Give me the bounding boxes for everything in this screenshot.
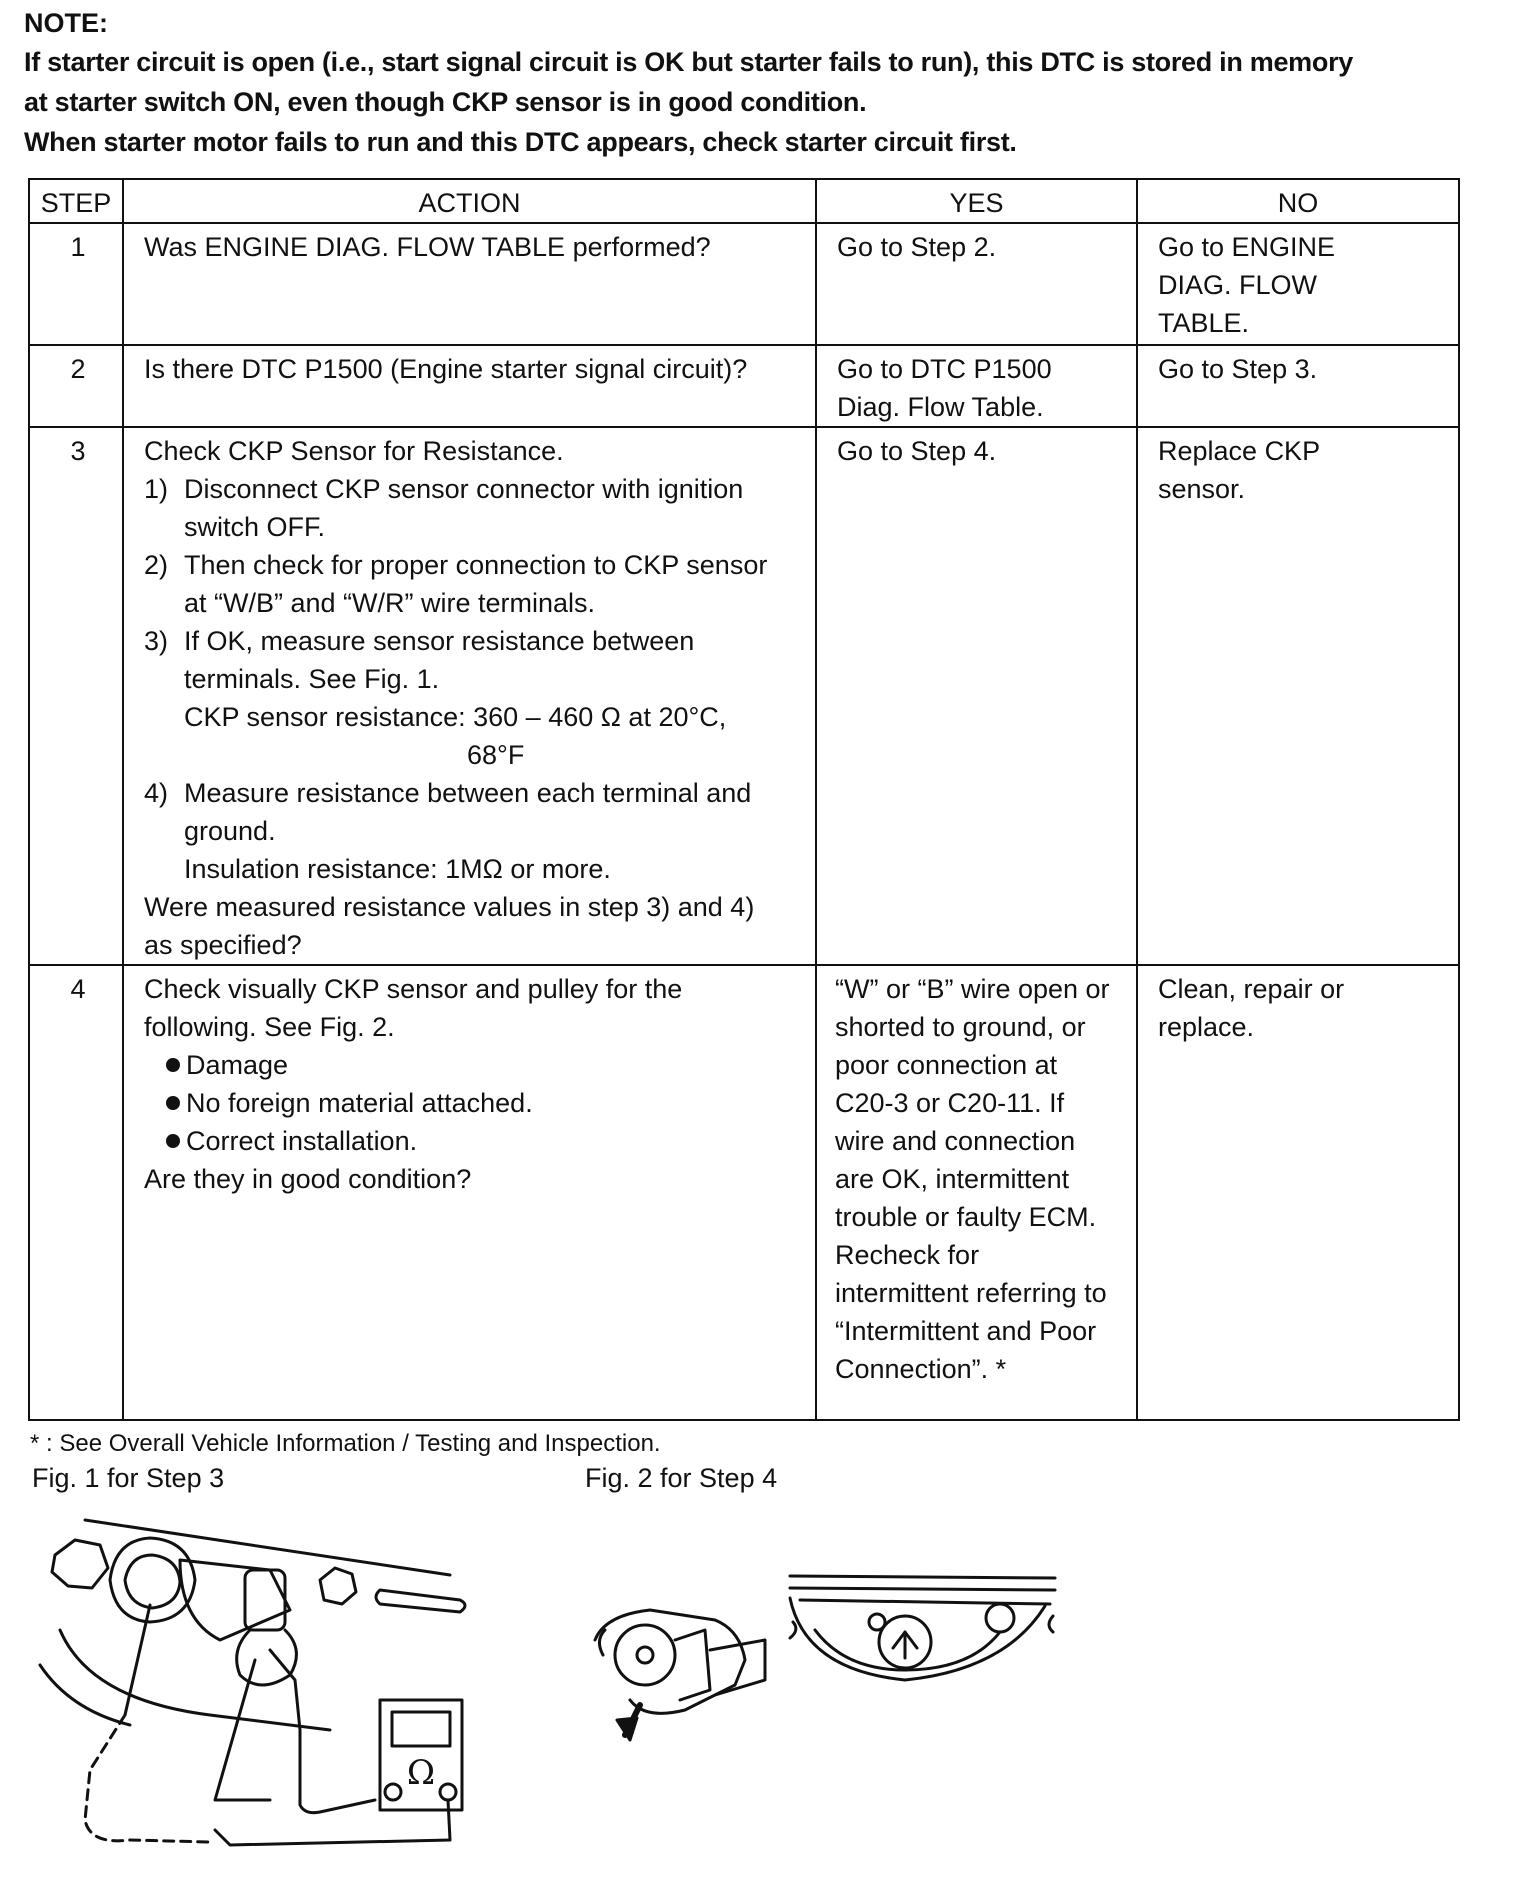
sub-step bbox=[144, 774, 799, 850]
note-line: at starter switch ON, even though CKP sensor is in good condition. bbox=[24, 87, 867, 117]
fig1-caption: Fig. 1 for Step 3 bbox=[32, 1463, 225, 1493]
sub-step-text: Then check for proper connection to CKP sensor bbox=[184, 550, 768, 580]
yes-text: Go to DTC P1500 bbox=[837, 354, 1052, 384]
action-text: Is there DTC P1500 (Engine starter signal circuit)? bbox=[144, 354, 748, 384]
yes-text: “Intermittent and Poor bbox=[835, 1316, 1097, 1346]
note-title: NOTE: bbox=[24, 8, 108, 38]
sub-step-number: 2) bbox=[144, 550, 169, 580]
action-question: as specified? bbox=[144, 930, 302, 960]
yes-text: Connection”. * bbox=[835, 1354, 1007, 1384]
table-row-step-2 bbox=[29, 345, 1459, 427]
step-number: 4 bbox=[29, 965, 123, 1420]
action-text: Check visually CKP sensor and pulley for the bbox=[144, 974, 683, 1004]
step-number: 1 bbox=[29, 223, 123, 345]
bullet-item bbox=[144, 1046, 799, 1084]
header-yes: YES bbox=[816, 179, 1137, 223]
bullet-text: No foreign material attached. bbox=[186, 1088, 533, 1118]
sub-step-text: If OK, measure sensor resistance between bbox=[184, 626, 695, 656]
ohmmeter-display bbox=[392, 1712, 450, 1746]
sub-step bbox=[144, 546, 799, 622]
action-question: Are they in good condition? bbox=[144, 1164, 472, 1194]
insulation-spec: Insulation resistance: 1MΩ or more. bbox=[184, 854, 611, 884]
bullet-text: Damage bbox=[186, 1050, 289, 1080]
action-cell bbox=[123, 345, 816, 427]
header-action: ACTION bbox=[123, 179, 816, 223]
sub-step-number: 1) bbox=[144, 474, 169, 504]
table-row-step-1 bbox=[29, 223, 1459, 345]
yes-text: trouble or faulty ECM. bbox=[835, 1202, 1097, 1232]
no-cell bbox=[1137, 345, 1459, 427]
header-no: NO bbox=[1137, 179, 1459, 223]
fig1-illustration bbox=[30, 1500, 500, 1850]
bullet-item bbox=[144, 1122, 799, 1160]
bullet-icon bbox=[166, 1096, 180, 1110]
sub-step-text: switch OFF. bbox=[184, 512, 326, 542]
sub-step-text: at “W/B” and “W/R” wire terminals. bbox=[184, 588, 596, 618]
yes-text: are OK, intermittent bbox=[835, 1164, 1070, 1194]
bullet-icon bbox=[166, 1058, 180, 1072]
yes-text: Diag. Flow Table. bbox=[837, 392, 1044, 422]
bullet-icon bbox=[166, 1134, 180, 1148]
no-text: sensor. bbox=[1158, 474, 1246, 504]
fig2-caption: Fig. 2 for Step 4 bbox=[585, 1463, 778, 1493]
resistance-spec: CKP sensor resistance: 360 – 460 Ω at 20°C, bbox=[184, 702, 727, 732]
sub-step bbox=[144, 470, 799, 546]
note-line: If starter circuit is open (i.e., start signal circuit is OK but starter fails to run), this DTC is stored in memory bbox=[24, 47, 1353, 77]
footnote: * : See Overall Vehicle Information / Testing and Inspection. bbox=[30, 1430, 661, 1457]
sub-step-text: ground. bbox=[184, 816, 276, 846]
yes-cell bbox=[816, 965, 1137, 1420]
note-line: When starter motor fails to run and this DTC appears, check starter circuit first. bbox=[24, 127, 1017, 157]
table-row-step-3 bbox=[29, 427, 1459, 965]
hex-bolt-icon bbox=[52, 1540, 108, 1588]
no-cell bbox=[1137, 427, 1459, 965]
action-text: Check CKP Sensor for Resistance. bbox=[144, 436, 564, 466]
action-cell bbox=[123, 427, 816, 965]
yes-cell bbox=[816, 427, 1137, 965]
yes-text: “W” or “B” wire open or bbox=[835, 974, 1110, 1004]
table-row-step-4 bbox=[29, 965, 1459, 1420]
no-text: Go to Step 3. bbox=[1158, 354, 1318, 384]
no-text: replace. bbox=[1158, 1012, 1255, 1042]
action-cell bbox=[123, 223, 816, 345]
yes-cell bbox=[816, 345, 1137, 427]
no-text: Replace CKP bbox=[1158, 436, 1321, 466]
yes-text: Recheck for bbox=[835, 1240, 980, 1270]
yes-text: wire and connection bbox=[835, 1126, 1076, 1156]
sub-step-text: Disconnect CKP sensor connector with ignition bbox=[184, 474, 744, 504]
sub-step-number: 4) bbox=[144, 778, 169, 808]
no-text: Clean, repair or bbox=[1158, 974, 1345, 1004]
yes-text: poor connection at bbox=[835, 1050, 1058, 1080]
bullet-text: Correct installation. bbox=[186, 1126, 418, 1156]
ckp-sensor-icon bbox=[615, 1625, 675, 1685]
sub-step-text: terminals. See Fig. 1. bbox=[184, 664, 440, 694]
note-block bbox=[24, 4, 1504, 162]
action-cell bbox=[123, 965, 816, 1420]
header-step: STEP bbox=[29, 179, 123, 223]
hex-bolt-icon bbox=[320, 1568, 356, 1604]
no-cell bbox=[1137, 965, 1459, 1420]
yes-text: intermittent referring to bbox=[835, 1278, 1107, 1308]
no-text: Go to ENGINE bbox=[1158, 232, 1336, 262]
no-cell bbox=[1137, 223, 1459, 345]
no-text: TABLE. bbox=[1158, 308, 1250, 338]
no-text: DIAG. FLOW bbox=[1158, 270, 1318, 300]
fig2-illustration bbox=[575, 1570, 1075, 1750]
sub-step-number: 3) bbox=[144, 626, 169, 656]
bullet-item bbox=[144, 1084, 799, 1122]
action-text: following. See Fig. 2. bbox=[144, 1012, 395, 1042]
action-text: Was ENGINE DIAG. FLOW TABLE performed? bbox=[144, 232, 711, 262]
yes-cell bbox=[816, 223, 1137, 345]
diagnostic-flow-table bbox=[28, 178, 1460, 1421]
yes-text: Go to Step 4. bbox=[837, 436, 997, 466]
step-number: 2 bbox=[29, 345, 123, 427]
table-header-row bbox=[29, 179, 1459, 223]
ohm-symbol: Ω bbox=[406, 1753, 436, 1793]
action-question: Were measured resistance values in step 3) and 4) bbox=[144, 892, 755, 922]
yes-text: shorted to ground, or bbox=[835, 1012, 1086, 1042]
sub-step-text: Measure resistance between each terminal and bbox=[184, 778, 752, 808]
yes-text: Go to Step 2. bbox=[837, 232, 997, 262]
step-number: 3 bbox=[29, 427, 123, 965]
yes-text: C20-3 or C20-11. If bbox=[835, 1088, 1065, 1118]
sub-step bbox=[144, 622, 799, 698]
resistance-spec-fahrenheit: 68°F bbox=[467, 740, 525, 770]
